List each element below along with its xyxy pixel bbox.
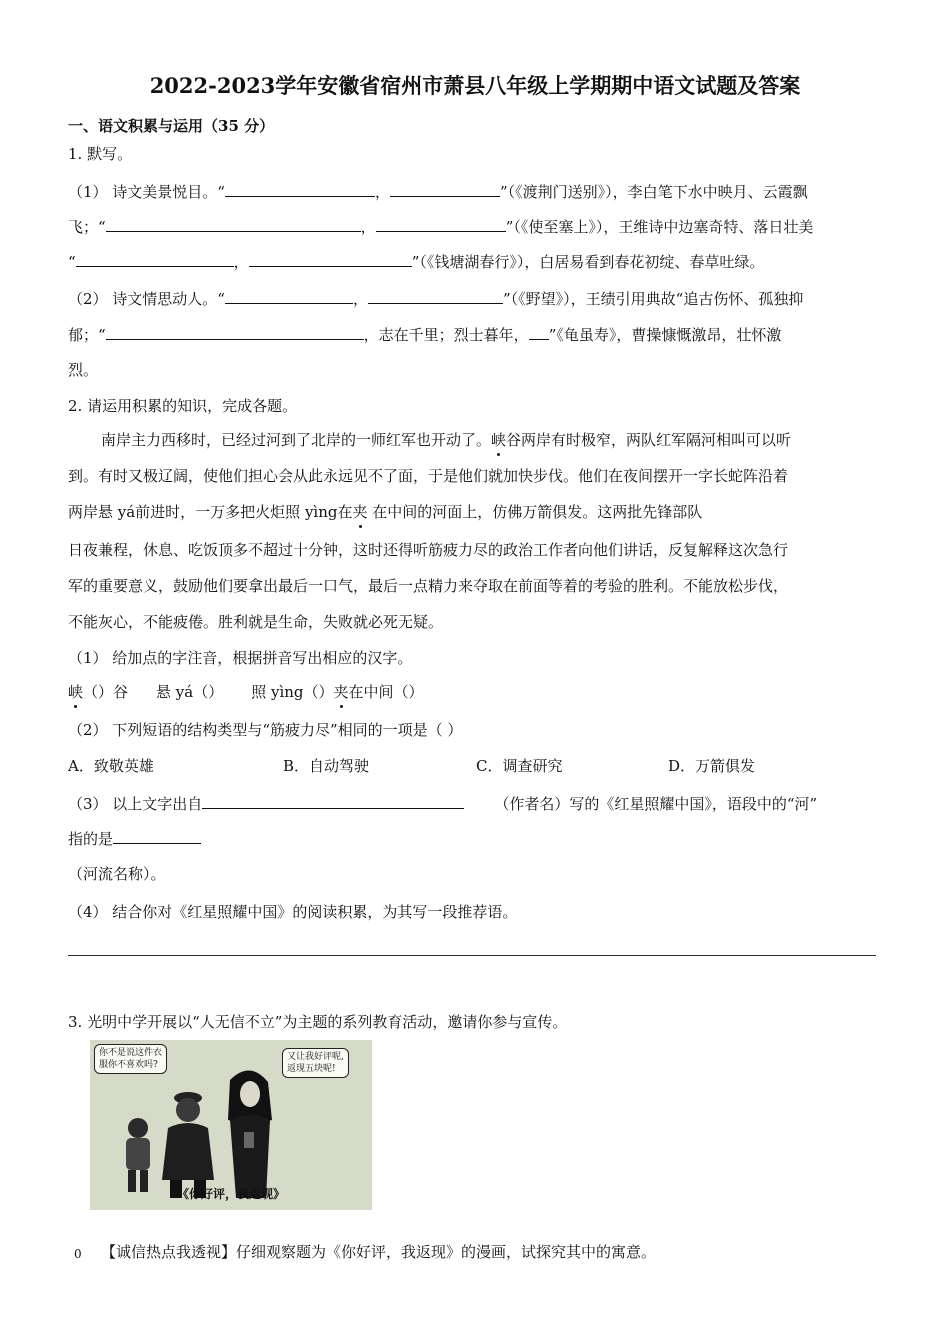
passage-line: 到。有时又极辽阔，使他们担心会从此永远见不了面，于是他们就加快步伐。他们在夜间摆开一字长蛇阵沿着 xyxy=(68,467,789,485)
answer-blank[interactable] xyxy=(376,216,506,232)
question-1-heading: 1. 默写。 xyxy=(68,145,133,163)
cartoon-caption: 《你好评，我返现》 xyxy=(176,1187,285,1201)
answer-blank[interactable] xyxy=(249,251,412,267)
passage-line: 两岸悬 yá前进时，一万多把火炬照 yìng在夹 在中间的河面上，仿佛万箭俱发。这两批先锋部队 xyxy=(68,503,703,521)
q1-line-1: （1） 诗文美景悦目。“ ， ”（《渡荆门送别》），李白笔下水中映月、云霞飘 xyxy=(68,183,808,201)
answer-blank[interactable] xyxy=(225,288,353,304)
sub-question-3: （3） 以上文字出自 （作者名）写的《红星照耀中国》，语段中的“河” xyxy=(68,795,818,813)
answer-blank[interactable] xyxy=(368,288,503,304)
question-2-heading: 2. 请运用积累的知识，完成各题。 xyxy=(68,397,298,415)
speech-bubble-right: 又让我好评呢, 返现五块呢! xyxy=(282,1048,349,1078)
q1-line-4: （2） 诗文情思动人。“ ， ”（《野望》），王绩引用典故“追古伤怀、孤独抑 xyxy=(68,290,804,308)
q1-line-2: 飞；“ ， ”（《使至塞上》），王维诗中边塞奇特、落日壮美 xyxy=(68,218,814,236)
page-title: 2022-2023学年安徽省宿州市萧县八年级上学期期中语文试题及答案 xyxy=(149,73,801,98)
passage-line: 日夜兼程，休息、吃饭顶多不超过十分钟，这时还得听筋疲力尽的政治工作者向他们讲话，反复解释这次急行 xyxy=(68,541,789,559)
sub-question-4: （4） 结合你对《红星照耀中国》的阅读积累，为其写一段推荐语。 xyxy=(68,903,518,921)
sub-question-cartoon: 【诚信热点我透视】仔细观察题为《你好评，我返现》的漫画，试探究其中的寓意。 xyxy=(101,1243,657,1261)
option-d[interactable]: D．万箭俱发 xyxy=(668,757,756,775)
speech-bubble-left: 你不是说这件衣 服你不喜欢吗? xyxy=(94,1044,167,1074)
sub-question-1: （1） 给加点的字注音，根据拼音写出相应的汉字。 xyxy=(68,649,413,667)
option-c[interactable]: C．调查研究 xyxy=(476,757,563,775)
answer-line[interactable] xyxy=(68,955,876,956)
answer-blank[interactable] xyxy=(202,793,464,809)
sub-question-3-note: （河流名称）。 xyxy=(68,865,166,883)
section-heading: 一、语文积累与运用（35 分） xyxy=(68,117,275,135)
passage-line: 南岸主力西移时，已经过河到了北岸的一师红军也开动了。峡谷两岸有时极窄，两队红军隔河相叫可以听 xyxy=(101,431,792,449)
answer-blank[interactable] xyxy=(106,324,364,340)
q1-line-3: “ ， ”（《钱塘湖春行》），白居易看到春花初绽、春草吐绿。 xyxy=(68,253,765,271)
q1-line-6: 烈。 xyxy=(68,361,99,379)
q1-line-5: 郁；“ ，志在千里；烈士暮年， ”《龟虽寿》，曹操慷慨激昂，壮怀激 xyxy=(68,326,782,344)
pinyin-items: 峡（）谷 悬 yá（） 照 yìng（）夹在中间（） xyxy=(68,683,424,701)
passage-line: 不能灰心，不能疲倦。胜利就是生命，失败就必死无疑。 xyxy=(68,613,444,631)
cartoon-image xyxy=(90,1040,372,1210)
option-b[interactable]: B．自动驾驶 xyxy=(283,757,370,775)
passage-line: 军的重要意义，鼓励他们要拿出最后一口气，最后一点精力来夺取在前面等着的考验的胜利。不能放松步伐， xyxy=(68,577,789,595)
sub-question-2: （2） 下列短语的结构类型与“筋疲力尽”相同的一项是（ ） xyxy=(68,721,463,739)
answer-blank[interactable] xyxy=(225,181,375,197)
sub-question-3-cont: 指的是 xyxy=(68,828,201,849)
answer-blank[interactable] xyxy=(106,216,361,232)
answer-blank[interactable] xyxy=(113,828,201,844)
option-a[interactable]: A．致敬英雄 xyxy=(68,757,154,775)
answer-blank[interactable] xyxy=(390,181,500,197)
answer-blank[interactable] xyxy=(529,324,549,340)
answer-blank[interactable] xyxy=(76,251,234,267)
sub-question-number: 0 xyxy=(74,1247,82,1261)
question-3-heading: 3. 光明中学开展以“人无信不立”为主题的系列教育活动，邀请你参与宣传。 xyxy=(68,1013,568,1031)
